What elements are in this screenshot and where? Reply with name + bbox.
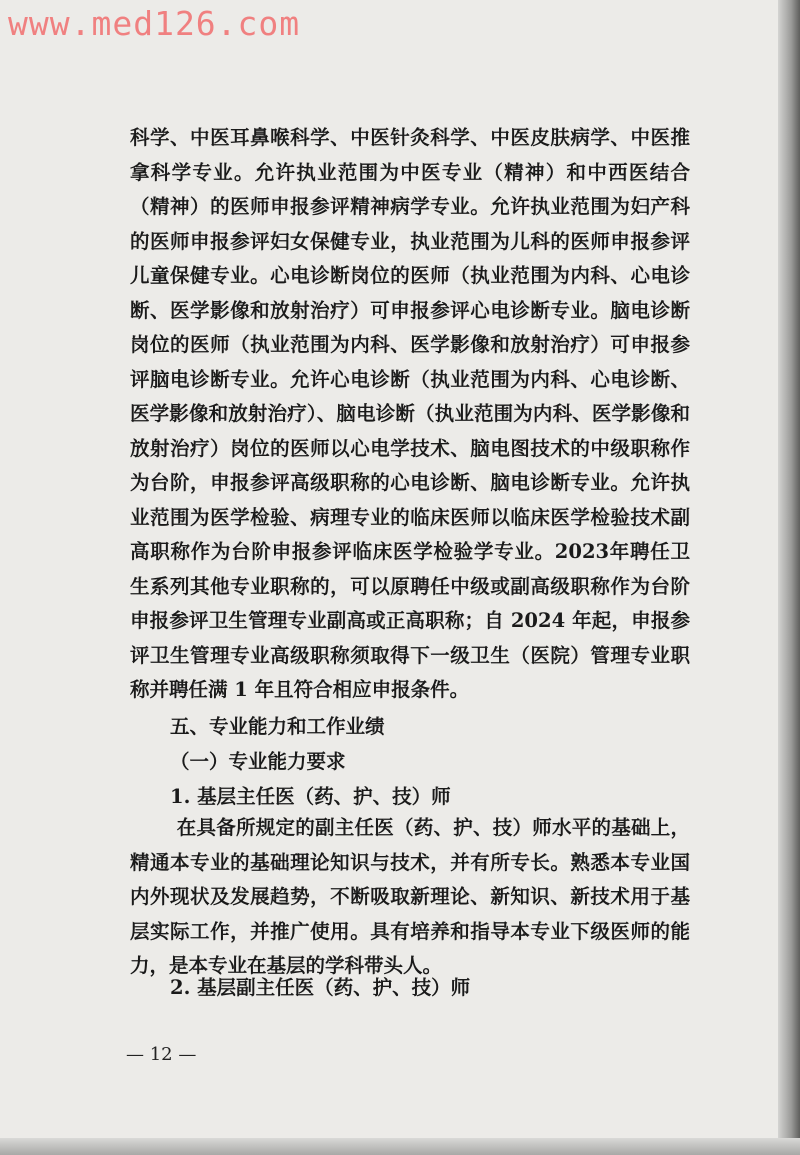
scan-bottom-edge bbox=[0, 1138, 800, 1155]
subsection-heading: （一）专业能力要求 bbox=[170, 750, 346, 773]
scan-edge-shadow bbox=[778, 0, 800, 1155]
continued-paragraph: 科学、中医耳鼻喉科学、中医针灸科学、中医皮肤病学、中医推拿科学专业。允许执业范围为中医专业（精神）和中西医结合（精神）的医师申报参评精神病学专业。允许执业范围为妇产科的医师申报参评妇女保健专业，执业范围为儿科的医师申报参评儿童保健专业。心电诊断岗位的医师（执业范围为内科、心电诊断、医学影像和放射治疗）可申报参评心电诊断专业。脑电诊断岗位的医师（执业范围为内科、医学影像和放射治疗）可申报参评脑电诊断专业。允许心电诊断（执业范围为内科、心电诊断、医学影像和放射治疗）、脑电诊断（执业范围为内科、医学影像和放射治疗）岗位的医师以心电学技术、脑电图技术的中级职称作为台阶，申报参评高级职称的心电诊断、脑电诊断专业。允许执业范围为医学检验、病理专业的临床医师以临床医学检验技术副高职称作为台阶申报参评临床医学检验学专业。2023年聘任卫生系列其他专业职称的，可以原聘任中级或副高级职称作为台阶申报参评卫生管理专业副高或正高职称；自 2024 年起，申报参评卫生管理专业高级职称须取得下一级卫生（医院）管理专业职称并聘任满 1 年且符合相应申报条件。 bbox=[130, 126, 690, 701]
document-body bbox=[130, 121, 690, 708]
watermark: www.med126.com bbox=[8, 4, 301, 43]
item1-body bbox=[130, 811, 690, 984]
page-number: — 12 — bbox=[126, 1044, 197, 1065]
item2-heading: 2. 基层副主任医（药、护、技）师 bbox=[170, 976, 471, 999]
item1-paragraph: 在具备所规定的副主任医（药、护、技）师水平的基础上，精通本专业的基础理论知识与技术，并有所专长。熟悉本专业国内外现状及发展趋势，不断吸取新理论、新知识、新技术用于基层实际工作，并推广使用。具有培养和指导本专业下级医师的能力，是本专业在基层的学科带头人。 bbox=[130, 816, 690, 977]
item1-heading: 1. 基层主任医（药、护、技）师 bbox=[170, 785, 451, 808]
section-heading: 五、专业能力和工作业绩 bbox=[170, 715, 385, 738]
